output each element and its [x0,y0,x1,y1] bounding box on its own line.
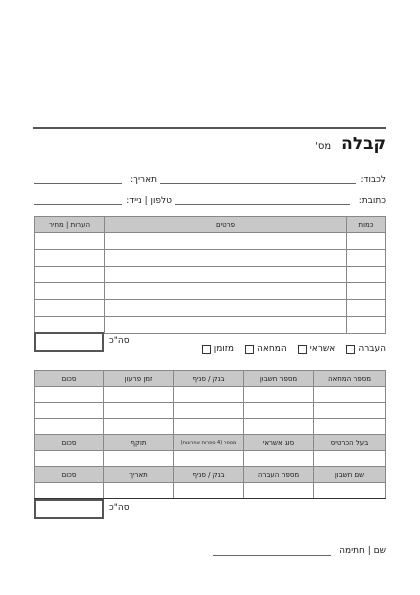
card-header-amount: סכום [35,435,104,451]
table-row [35,266,386,283]
table-cell[interactable] [35,451,104,467]
transfer-label: העברה [358,344,386,354]
cheque-checkbox[interactable] [245,345,254,354]
cheque-header-amount: סכום [35,371,104,387]
table-cell[interactable] [105,316,347,333]
table-cell[interactable] [244,387,314,403]
date-field-line[interactable] [34,183,122,184]
table-cell[interactable] [174,419,244,435]
card-header-type: סוג אשראי [244,435,314,451]
signature-line[interactable] [213,555,331,556]
items-table [34,216,386,334]
signature-label: שם | חתימה [339,546,386,556]
payment-method-cash[interactable] [202,344,234,354]
table-cell[interactable] [314,451,386,467]
card-header-holder: בעל הכרטיס [314,435,386,451]
credit-checkbox[interactable] [298,345,307,354]
cheque-label: המחאה [257,344,287,354]
phone-label: טלפון | נייד: [126,196,172,206]
transfer-header-amount: סכום [35,467,104,483]
payment-total-label: סה"כ [109,503,130,513]
table-cell[interactable] [104,451,174,467]
payment-method-cheque[interactable] [245,344,287,354]
table-cell[interactable] [35,233,105,250]
payment-table [34,370,386,499]
receipt-title-text: קבלה [341,134,386,154]
receipt-title [315,134,386,154]
credit-label: אשראי [309,344,336,354]
table-cell[interactable] [174,403,244,419]
table-cell[interactable] [105,283,347,300]
cheque-header-due: זמן פרעון [104,371,174,387]
cheque-header-bank: בנק / סניף [174,371,244,387]
transfer-header-bank: בנק / סניף [174,467,244,483]
phone-field-line[interactable] [34,204,122,205]
items-total-box[interactable] [34,332,104,352]
table-cell[interactable] [174,387,244,403]
table-cell[interactable] [244,483,314,499]
cash-label: מזומן [213,344,235,354]
cheque-header-number: מספר המחאה [314,371,386,387]
table-cell[interactable] [244,419,314,435]
items-header-quantity: כמות [347,217,386,233]
table-cell[interactable] [105,249,347,266]
address-label: כתובת: [358,196,386,206]
transfer-checkbox[interactable] [346,345,355,354]
table-cell[interactable] [347,300,386,317]
table-cell[interactable] [35,316,105,333]
to-label: לכבוד: [360,175,386,185]
table-cell[interactable] [104,387,174,403]
table-cell[interactable] [35,283,105,300]
table-cell[interactable] [104,483,174,499]
table-cell[interactable] [314,387,386,403]
transfer-header-date: תאריך [104,467,174,483]
table-cell[interactable] [244,403,314,419]
table-cell[interactable] [347,249,386,266]
table-cell[interactable] [244,451,314,467]
items-header-details: פרטים [105,217,347,233]
table-row [35,283,386,300]
table-cell[interactable] [347,266,386,283]
table-row [35,451,386,467]
card-header-expiry: תוקף [104,435,174,451]
card-header-number: מספר (4 ספרות אחרונות) [174,435,244,451]
payment-method-transfer[interactable] [346,344,386,354]
table-cell[interactable] [314,483,386,499]
to-field-line[interactable] [160,183,356,184]
table-row [35,483,386,499]
transfer-header-number: מספר העברה [244,467,314,483]
table-cell[interactable] [35,249,105,266]
table-cell[interactable] [174,483,244,499]
table-cell[interactable] [35,266,105,283]
items-total-label: סה"כ [109,336,130,346]
table-cell[interactable] [347,283,386,300]
table-row [35,249,386,266]
table-cell[interactable] [104,419,174,435]
cheque-header-account: מספר חשבון [244,371,314,387]
table-cell[interactable] [314,403,386,419]
header-divider [33,127,386,129]
table-cell[interactable] [35,387,104,403]
table-row [35,387,386,403]
table-cell[interactable] [174,451,244,467]
table-row [35,233,386,250]
cheque-header-row [35,371,386,387]
card-header-row [35,435,386,451]
table-cell[interactable] [35,483,104,499]
table-row [35,300,386,317]
address-field-line[interactable] [175,204,350,205]
table-row [35,316,386,333]
items-header-notes-price: הערות | מחיר [35,217,105,233]
table-cell[interactable] [35,300,105,317]
table-cell[interactable] [35,419,104,435]
cash-checkbox[interactable] [202,345,211,354]
table-cell[interactable] [105,266,347,283]
payment-method-credit[interactable] [298,344,336,354]
receipt-number-label: מס' [315,141,332,152]
table-cell[interactable] [104,403,174,419]
date-label: תאריך: [130,175,157,185]
transfer-header-account-name: שם חשבון [314,467,386,483]
transfer-header-row [35,467,386,483]
table-cell[interactable] [105,233,347,250]
table-row [35,403,386,419]
table-row [35,419,386,435]
items-header-row [35,217,386,233]
table-cell[interactable] [105,300,347,317]
table-cell[interactable] [314,419,386,435]
table-cell[interactable] [35,403,104,419]
table-cell[interactable] [347,233,386,250]
table-cell[interactable] [347,316,386,333]
payment-total-box[interactable] [34,499,104,519]
payment-methods [202,344,386,354]
